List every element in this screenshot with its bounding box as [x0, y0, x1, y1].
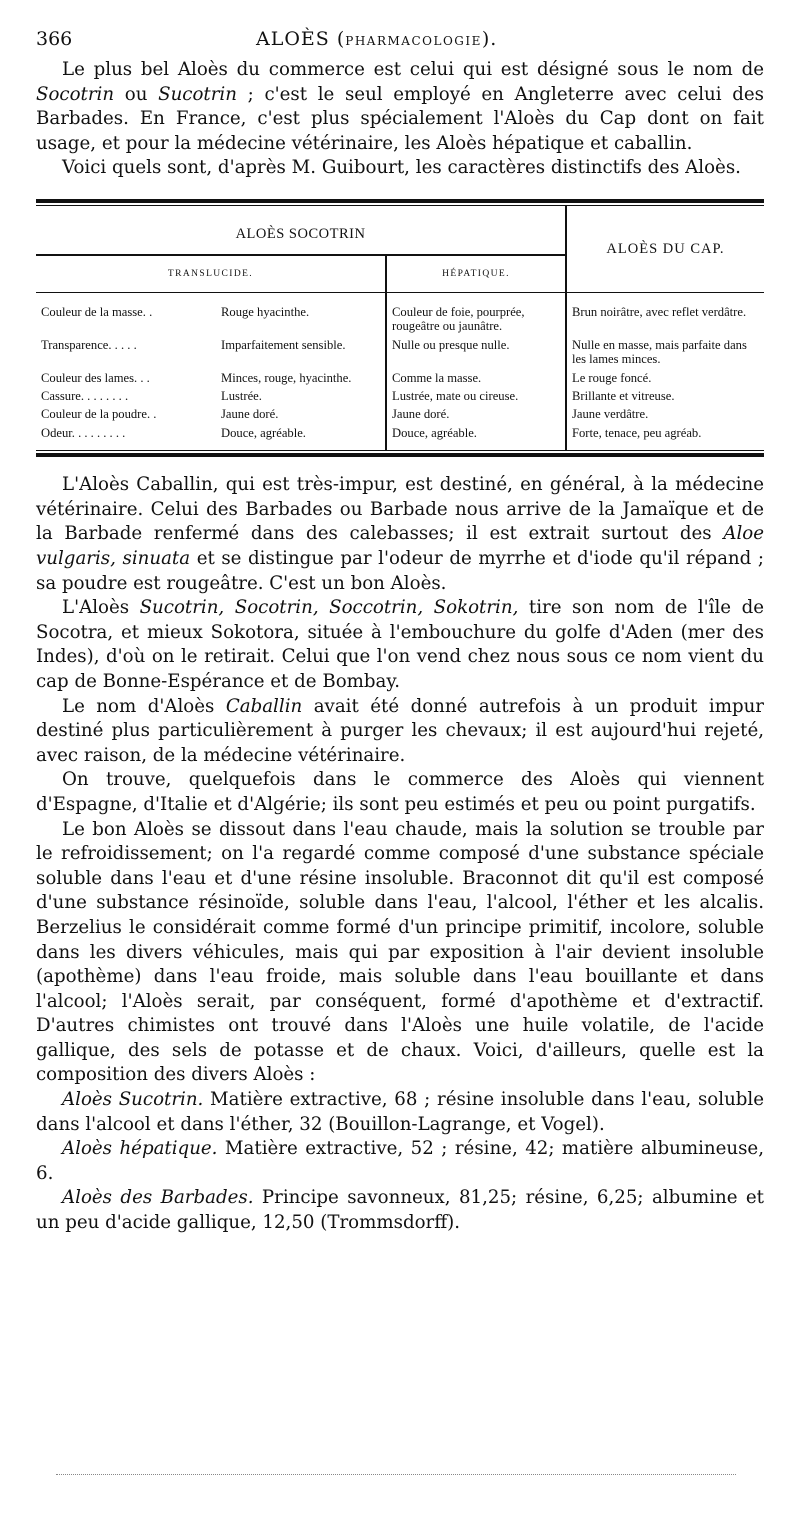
row-label: Odeur. . . . . . . . .	[41, 425, 126, 440]
row-label: Couleur des lames. . .	[41, 370, 150, 385]
text-run: Matière extractive, 52 ; résine, 42; matière albumineuse, 6.	[36, 1138, 764, 1184]
hepatique-cell: Nulle ou presque nulle.	[386, 338, 566, 371]
running-title-end: ).	[481, 28, 498, 50]
body-text	[36, 473, 764, 1235]
intro-paragraph	[36, 58, 764, 156]
table-row	[36, 426, 764, 444]
hepatique-cell: Jaune doré.	[386, 407, 566, 425]
running-title	[256, 28, 497, 50]
text-run: Voici quels sont, d'après M. Guibourt, les caractères distinctifs des Aloès.	[62, 157, 741, 179]
text-run: tire son nom de l'île de Socotra, et mieux Sokotora, située à l'embouchure du golfe d'Aden (mer des Indes), d'où on le retirait. Celui que l'on vend chez nous sous ce nom vient du cap de Bonne-Espérance et de Bombay.	[36, 597, 764, 692]
text-run: Le plus bel Aloès du commerce est celui qui est désigné sous le nom de	[62, 59, 764, 80]
italic-text: Aloe vulgaris, sinuata	[36, 523, 764, 569]
body-paragraph	[36, 1088, 764, 1137]
page	[36, 28, 764, 1236]
hepatique-cell: Comme la masse.	[386, 371, 566, 389]
row-label: Cassure. . . . . . . .	[41, 389, 129, 403]
text-run: et se distingue par l'odeur de myrrhe et d'iode qu'il répand ; sa poudre est rougeâtre. C'est un bon Aloès.	[36, 548, 764, 594]
body-paragraph	[36, 596, 764, 694]
body-paragraph	[36, 695, 764, 769]
table-row	[36, 338, 764, 371]
text-run: Matière extractive, 68 ; résine insoluble dans l'eau, soluble dans l'alcool et dans l'éther, 32 (Bouillon-Lagrange, et Vogel).	[36, 1089, 765, 1135]
row-label: Transparence. . . . .	[41, 337, 137, 352]
cap-cell: Jaune verdâtre.	[566, 407, 764, 425]
intro-paragraph	[36, 156, 764, 181]
text-run: Le nom d'Aloès	[62, 695, 226, 717]
running-title-main: ALOÈS (	[256, 28, 346, 50]
italic-text: Aloès hépatique.	[62, 1138, 218, 1160]
cap-cell: Forte, tenace, peu agréab.	[566, 426, 764, 444]
translucide-cell: Minces, rouge, hyacinthe.	[221, 370, 352, 385]
text-run: On trouve, quelquefois dans le commerce des Aloès qui viennent d'Espagne, d'Italie et d'Algérie; ils sont peu estimés et peu ou point purgatifs.	[36, 769, 764, 815]
text-run: Principe savonneux, 81,25; résine, 6,25; albumine et un peu d'acide gallique, 12,50 (Trommsdorff).	[36, 1187, 764, 1234]
cap-cell: Le rouge foncé.	[566, 371, 764, 389]
italic-text: Sucotrin	[158, 83, 237, 105]
italic-text: Aloès Sucotrin.	[62, 1089, 204, 1111]
table-row	[36, 407, 764, 425]
cap-cell: Nulle en masse, mais parfaite dans les lames minces.	[566, 338, 764, 371]
translucide-cell: Douce, agréable.	[221, 425, 306, 440]
translucide-cell: Jaune doré.	[221, 407, 279, 422]
body-paragraph	[36, 473, 764, 596]
table-row	[36, 305, 764, 338]
body-paragraph	[36, 768, 764, 817]
italic-text: Socotrin	[36, 83, 115, 105]
italic-text: Caballin	[225, 695, 303, 717]
table-row	[36, 371, 764, 389]
text-run: ; c'est le seul employé en Angleterre avec celui des Barbades. En France, c'est plus spécialement l'Aloès du Cap dont on fait usage, et pour la médecine vétérinaire, les Aloès hépatique et caballin.	[36, 83, 764, 154]
text-run: Le bon Aloès se dissout dans l'eau chaude, mais la solution se trouble par le refroidissement; on l'a regardé comme composé d'une substance spéciale soluble dans l'eau et d'une résine insoluble. Braconnot dit qu'il est composé d'une substance résinoïde, soluble dans l'eau, l'alcool, l'éther et les alcalis. Berzelius le considérait comme formé d'un principe primitif, incolore, soluble dans les divers véhicules, mais qui par exposition à l'air devient insoluble (apothème) dans l'eau froide, mais soluble dans l'eau bouillante et dans l'alcool; l'Aloès serait, par conséquent, formé d'apothème et d'extractif. D'autres chimistes ont trouvé dans l'Aloès une huile volatile, de l'acide gallique, des sels de potasse et de chaux. Voici, d'ailleurs, quelle est la composition des divers Aloès :	[36, 818, 764, 1086]
header-socotrin: ALOÈS SOCOTRIN	[235, 225, 366, 242]
translucide-cell: Lustrée.	[221, 389, 262, 403]
row-label: Couleur de la masse. .	[41, 304, 153, 319]
hepatique-cell: Lustrée, mate ou cireuse.	[386, 389, 566, 407]
hepatique-cell: Couleur de foie, pourprée, rougeâtre ou jaunâtre.	[386, 305, 566, 338]
text-run: ou	[114, 83, 159, 105]
running-header	[36, 28, 764, 58]
body-paragraph	[36, 1137, 764, 1186]
text-run: L'Aloès Caballin, qui est très-impur, est destiné, en général, à la médecine vétérinaire. Celui des Barbades ou Barbade nous arrive de la Jamaïque et de la Barbade renfermé dans des calebasses; il est extrait surtout des	[36, 474, 764, 545]
text-run: avait été donné autrefois à un produit impur destiné plus particulièrement à purger les chevaux; il est aujourd'hui rejeté, avec raison, de la médecine vétérinaire.	[36, 695, 764, 766]
body-paragraph	[36, 1186, 764, 1235]
row-label: Couleur de la poudre. .	[41, 407, 157, 422]
subheader-hepatique: HÉPATIQUE.	[386, 255, 566, 293]
header-cap: ALOÈS DU CAP.	[566, 206, 764, 293]
text-run: L'Aloès	[62, 597, 140, 619]
running-title-subject: PHARMACOLOGIE	[345, 34, 482, 48]
intro-text	[36, 58, 764, 181]
italic-text: Aloès des Barbades.	[62, 1187, 254, 1209]
translucide-cell: Rouge hyacinthe.	[221, 304, 310, 319]
footer-rule	[56, 1474, 736, 1477]
cap-cell: Brillante et vitreuse.	[566, 389, 764, 407]
table-end-spacer	[36, 444, 764, 450]
cap-cell: Brun noirâtre, avec reflet verdâtre.	[566, 305, 764, 338]
translucide-cell: Imparfaitement sensible.	[221, 337, 346, 352]
aloe-comparison-table	[36, 199, 764, 457]
italic-text: Sucotrin, Socotrin, Soccotrin, Sokotrin,	[139, 597, 519, 619]
hepatique-cell: Douce, agréable.	[386, 426, 566, 444]
table-row	[36, 389, 764, 407]
page-number: 366	[36, 28, 73, 50]
body-paragraph	[36, 818, 764, 1089]
subheader-translucide: TRANSLUCIDE.	[36, 255, 386, 293]
